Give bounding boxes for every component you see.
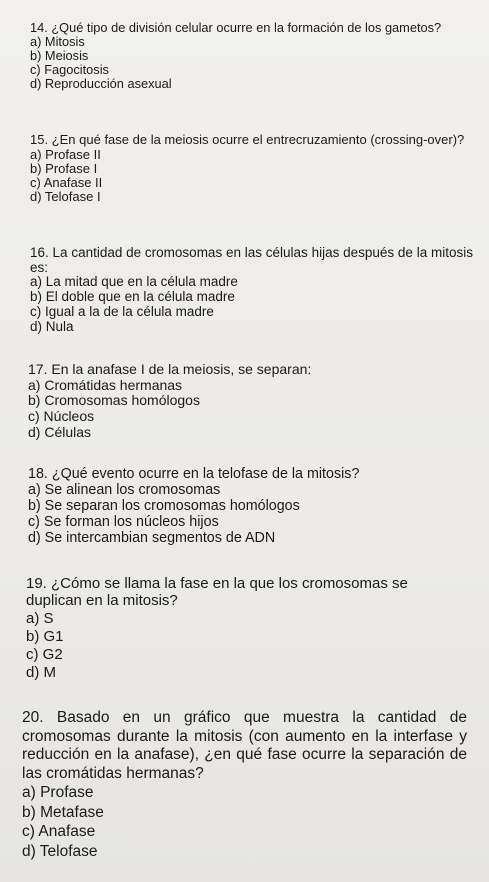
option-list	[30, 148, 481, 204]
option-c: c) Se forman los núcleos hijos	[28, 514, 219, 530]
option-a: a) Mitosis	[30, 34, 85, 50]
option-d: d) M	[26, 664, 56, 682]
question-16	[30, 245, 473, 335]
option-a: a) S	[26, 609, 54, 627]
question-stem: 16. La cantidad de cromosomas en las células hijas después de la mitosis es:	[30, 245, 473, 276]
option-list	[30, 35, 481, 90]
option-a: a) Se alinean los cromosomas	[28, 482, 221, 498]
option-b: b) Cromosomas homólogos	[28, 392, 200, 409]
option-b: b) El doble que en la célula madre	[30, 289, 235, 305]
option-list	[28, 378, 481, 441]
question-stem: 20. Basado en un gráfico que muestra la cantidad de cromosomas durante la mitosis (con aumento en la interfase y reducción en la anafase), ¿en qué fase ocurre la separación de las cromátidas hermanas?	[22, 709, 467, 782]
option-d: d) Telofase I	[30, 188, 101, 204]
option-a: a) Profase	[22, 784, 94, 802]
option-b: b) Profase I	[30, 160, 98, 176]
question-stem: 14. ¿Qué tipo de división celular ocurre en la formación de los gametos?	[30, 20, 442, 35]
option-a: a) Profase II	[30, 146, 101, 162]
option-b: b) G1	[26, 627, 64, 645]
question-15	[30, 133, 481, 204]
option-list	[22, 783, 467, 861]
option-c: c) Núcleos	[28, 408, 95, 425]
question-stem: 17. En la anafase I de la meiosis, se separan:	[28, 361, 312, 377]
question-18	[28, 466, 481, 546]
option-c: c) G2	[26, 646, 63, 664]
question-19	[26, 576, 463, 683]
question-stem: 15. ¿En qué fase de la meiosis ocurre el entrecruzamiento (crossing-over)?	[30, 132, 465, 147]
option-d: d) Reproducción asexual	[30, 75, 172, 91]
option-d: d) Células	[28, 423, 92, 440]
question-20	[22, 709, 467, 861]
question-14	[30, 21, 481, 91]
option-b: b) Metafase	[22, 803, 104, 821]
option-c: c) Anafase II	[30, 174, 103, 190]
option-c: c) Fagocitosis	[30, 61, 109, 77]
option-c: c) Igual a la de la célula madre	[30, 303, 214, 319]
question-stem: 18. ¿Qué evento ocurre en la telofase de la mitosis?	[28, 466, 360, 482]
option-list	[30, 275, 473, 334]
question-17	[28, 362, 481, 440]
option-b: b) Se separan los cromosomas homólogos	[28, 498, 300, 514]
option-d: d) Se intercambian segmentos de ADN	[28, 530, 276, 546]
option-list	[26, 610, 463, 683]
option-d: d) Nula	[30, 318, 74, 334]
question-stem: 19. ¿Cómo se llama la fase en la que los cromosomas se duplican en la mitosis?	[26, 575, 408, 609]
option-a: a) Cromátidas hermanas	[28, 376, 183, 393]
option-a: a) La mitad que en la célula madre	[30, 274, 238, 290]
option-list	[28, 482, 481, 546]
option-d: d) Telofase	[22, 842, 98, 860]
option-b: b) Meiosis	[30, 48, 89, 64]
option-c: c) Anafase	[22, 823, 96, 841]
